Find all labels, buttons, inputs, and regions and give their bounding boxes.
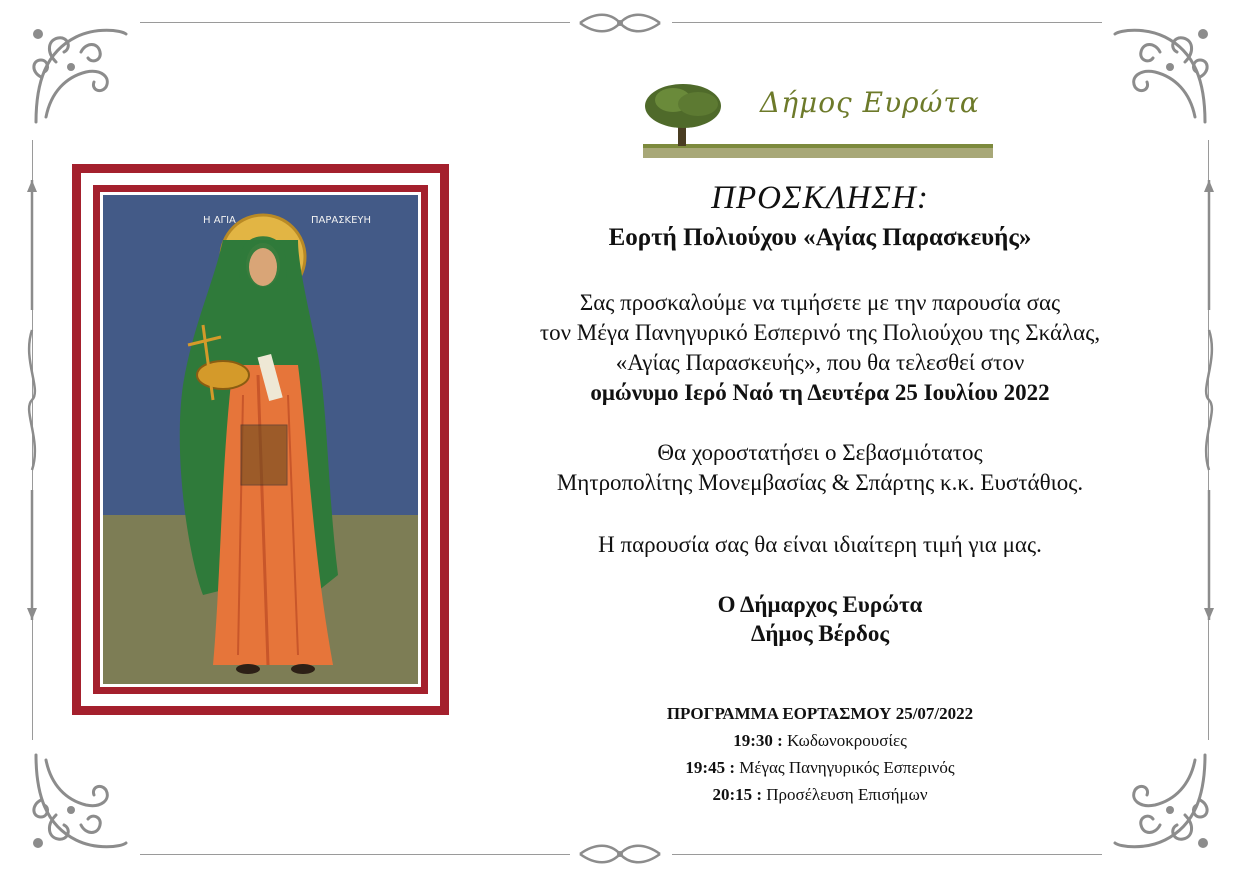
border-line-bottom-right	[672, 854, 1102, 855]
program-item	[460, 754, 1180, 781]
signature-name: Δήμος Βέρδος	[750, 621, 890, 646]
icon-inscription-left: Η ΑΓΙΑ	[203, 215, 236, 226]
border-line-top-right	[672, 22, 1102, 23]
flourish-icon	[575, 12, 665, 34]
program-event: Κωδωνοκρουσίες	[782, 731, 907, 750]
border-line-top-left	[140, 22, 570, 23]
corner-ornament-icon	[26, 22, 136, 132]
program-heading: ΠΡΟΓΡΑΜΜΑ ΕΟΡΤΑΣΜΟΥ 25/07/2022	[666, 704, 974, 723]
program	[460, 700, 1180, 808]
program-event: Μέγας Πανηγυρικός Εσπερινός	[735, 758, 955, 777]
flourish-icon	[575, 843, 665, 865]
officiant-line: Μητροπολίτης Μονεμβασίας & Σπάρτης κ.κ. Ευστάθιος.	[556, 470, 1084, 495]
icon-inscription-right: ΠΑΡΑΣΚΕΥΗ	[311, 215, 372, 226]
invitation-line: ομώνυμο Ιερό Ναό τη Δευτέρα 25 Ιουλίου 2022	[590, 380, 1050, 405]
border-line-bottom-left	[140, 854, 570, 855]
program-event: Προσέλευση Επισήμων	[762, 785, 928, 804]
invitation-line: «Αγίας Παρασκευής», που θα τελεσθεί στον	[615, 350, 1025, 375]
side-flourish-icon	[1199, 180, 1219, 620]
corner-ornament-icon	[26, 745, 136, 855]
logo-text: Δήμος Ευρώτα	[760, 86, 980, 119]
invitation-line: τον Μέγα Πανηγυρικό Εσπερινό της Πολιούχου της Σκάλας,	[539, 320, 1101, 345]
icon-frame	[72, 164, 449, 715]
officiant-line: Θα χοροστατήσει ο Σεβασμιότατος	[657, 440, 983, 465]
honor-text: Η παρουσία σας θα είναι ιδιαίτερη τιμή για μας.	[598, 532, 1042, 557]
program-time: 19:45 :	[685, 758, 735, 777]
page-subtitle: Εορτή Πολιούχου «Αγίας Παρασκευής»	[608, 224, 1032, 251]
saint-paraskevi-icon	[103, 195, 418, 684]
invitation-line: Σας προσκαλούμε να τιμήσετε με την παρουσία σας	[579, 290, 1061, 315]
signature-title: Ο Δήμαρχος Ευρώτα	[717, 592, 923, 617]
program-time: 19:30 :	[733, 731, 783, 750]
officiant-text	[450, 438, 1190, 498]
invitation-text	[450, 288, 1190, 408]
program-item	[460, 727, 1180, 754]
side-flourish-icon	[22, 180, 42, 620]
corner-ornament-icon	[1105, 22, 1215, 132]
program-item	[460, 781, 1180, 808]
program-time: 20:15 :	[712, 785, 763, 804]
page-title: ΠΡΟΣΚΛΗΣΗ:	[711, 180, 929, 216]
signature	[460, 590, 1180, 648]
